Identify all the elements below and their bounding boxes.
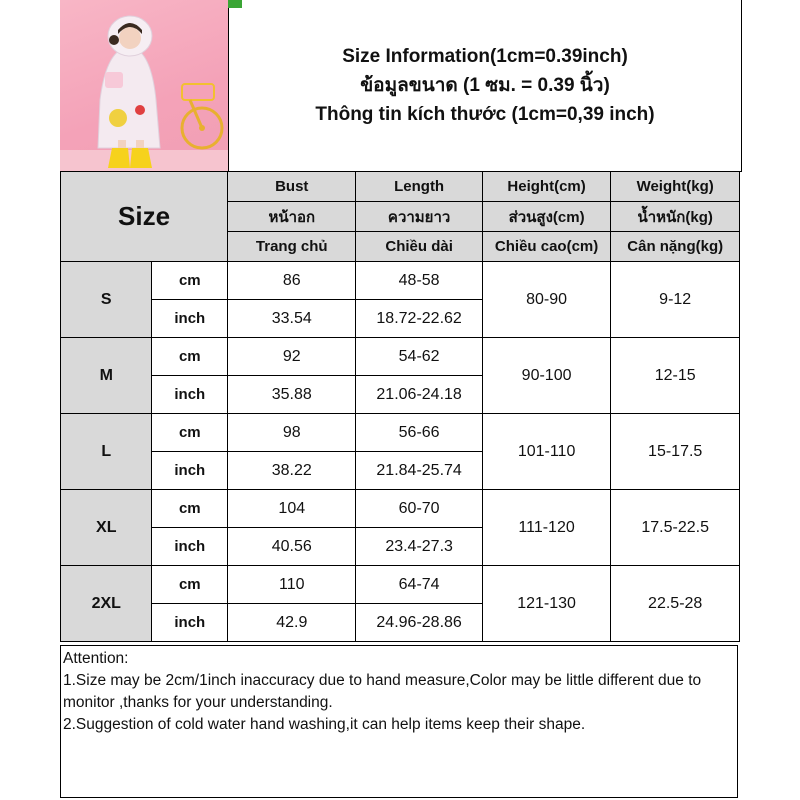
unit-inch: inch [152,604,228,642]
column-header-weight-th: น้ำหนัก(kg) [611,202,740,232]
column-header-weight-vi: Cân nặng(kg) [611,232,740,262]
height-value: 111-120 [482,490,611,566]
unit-cm: cm [152,414,228,452]
header-vietnamese: Thông tin kích thước (1cm=0,39 inch) [315,104,655,125]
height-value: 121-130 [482,566,611,642]
header-thai: ข้อมูลขนาด (1 ซม. = 0.39 นิ้ว) [360,75,610,96]
child-raincoat-illustration [60,0,228,171]
size-label: L [61,414,152,490]
bust-cm: 92 [228,338,356,376]
unit-inch: inch [152,376,228,414]
unit-inch: inch [152,300,228,338]
unit-inch: inch [152,452,228,490]
length-inch: 21.06-24.18 [356,376,482,414]
length-cm: 48-58 [356,262,482,300]
length-cm: 60-70 [356,490,482,528]
bust-cm: 86 [228,262,356,300]
column-header-height-en: Height(cm) [482,172,611,202]
size-info-header [228,0,742,172]
bust-inch: 42.9 [228,604,356,642]
column-header-bust-th: หน้าอก [228,202,356,232]
height-value: 90-100 [482,338,611,414]
unit-cm: cm [152,338,228,376]
length-inch: 23.4-27.3 [356,528,482,566]
bust-inch: 33.54 [228,300,356,338]
column-header-length-en: Length [356,172,482,202]
bust-cm: 110 [228,566,356,604]
unit-cm: cm [152,490,228,528]
table-row [61,262,740,300]
column-header-height-vi: Chiều cao(cm) [482,232,611,262]
table-row [61,566,740,604]
weight-value: 9-12 [611,262,740,338]
weight-value: 15-17.5 [611,414,740,490]
weight-value: 22.5-28 [611,566,740,642]
unit-cm: cm [152,262,228,300]
bust-inch: 35.88 [228,376,356,414]
size-label: 2XL [61,566,152,642]
height-value: 101-110 [482,414,611,490]
bust-cm: 98 [228,414,356,452]
size-label: S [61,262,152,338]
column-header-length-th: ความยาว [356,202,482,232]
table-row [61,338,740,376]
column-header-weight-en: Weight(kg) [611,172,740,202]
column-header-length-vi: Chiều dài [356,232,482,262]
length-cm: 54-62 [356,338,482,376]
size-column-title: Size [61,172,228,262]
length-inch: 24.96-28.86 [356,604,482,642]
attention-notes [60,645,738,798]
weight-value: 12-15 [611,338,740,414]
length-cm: 56-66 [356,414,482,452]
height-value: 80-90 [482,262,611,338]
unit-cm: cm [152,566,228,604]
notes-title: Attention: [63,650,129,667]
header-english: Size Information(1cm=0.39inch) [342,46,628,67]
bust-inch: 40.56 [228,528,356,566]
length-cm: 64-74 [356,566,482,604]
product-photo [60,0,228,171]
table-row [61,414,740,452]
bust-cm: 104 [228,490,356,528]
size-table [60,171,740,642]
length-inch: 21.84-25.74 [356,452,482,490]
column-header-height-th: ส่วนสูง(cm) [482,202,611,232]
unit-inch: inch [152,528,228,566]
size-label: XL [61,490,152,566]
column-header-bust-en: Bust [228,172,356,202]
weight-value: 17.5-22.5 [611,490,740,566]
length-inch: 18.72-22.62 [356,300,482,338]
bust-inch: 38.22 [228,452,356,490]
column-header-bust-vi: Trang chủ [228,232,356,262]
size-label: M [61,338,152,414]
table-row [61,490,740,528]
notes-line-2: 2.Suggestion of cold water hand washing,it can help items keep their shape. [63,716,586,733]
corner-accent [228,0,242,8]
notes-line-1: 1.Size may be 2cm/1inch inaccuracy due to hand measure,Color may be little different due to monitor ,thanks for your understanding. [63,672,702,711]
size-chart-sheet [60,0,740,800]
